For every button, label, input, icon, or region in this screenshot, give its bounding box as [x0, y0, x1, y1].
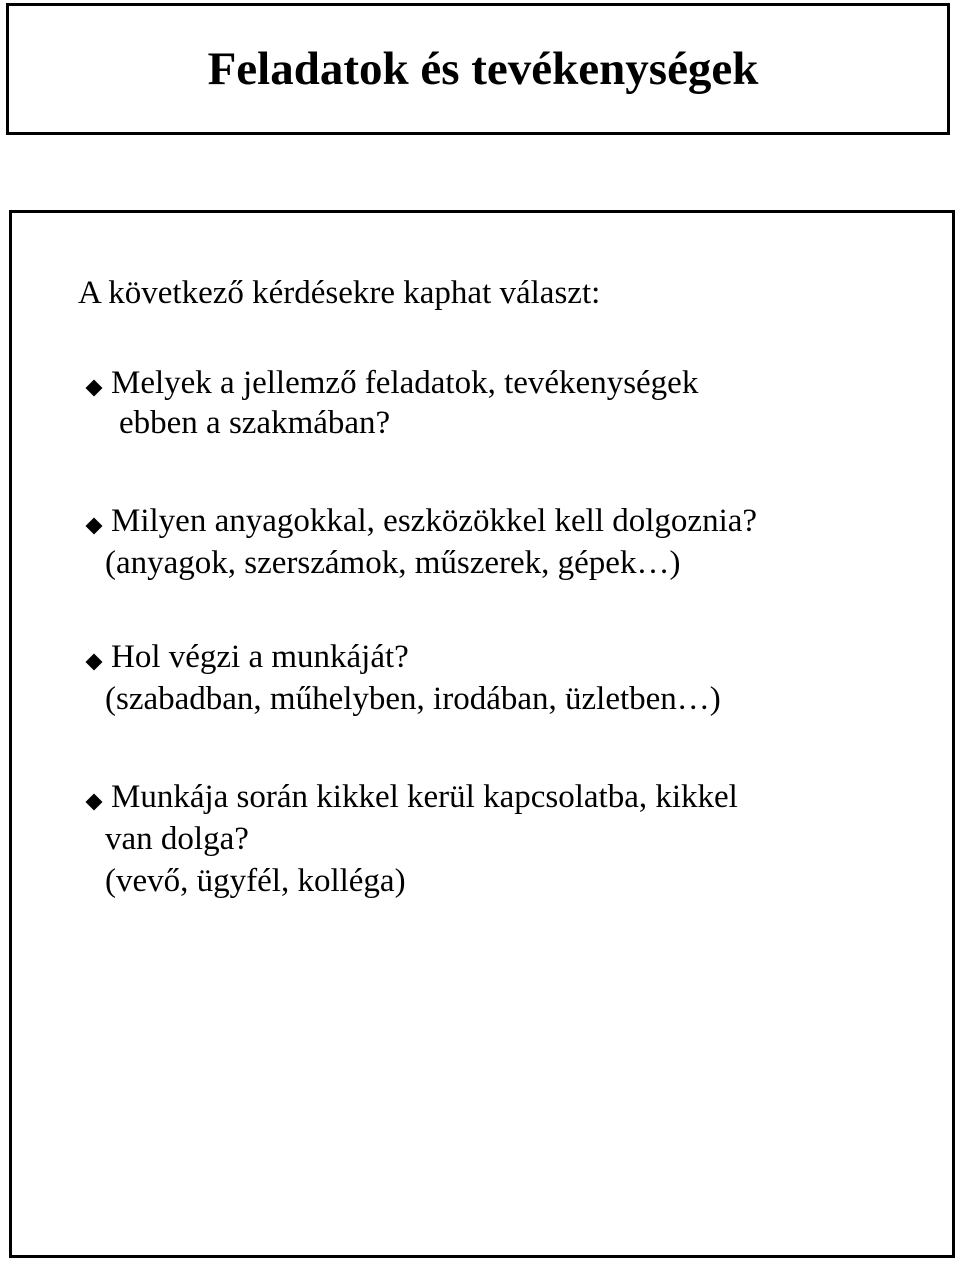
list-item-1	[111, 363, 698, 444]
item-4-line-2: van dolga?	[105, 821, 249, 857]
list-item-4	[111, 777, 738, 817]
item-3-examples: (szabadban, műhelyben, irodában, üzletben…)	[105, 681, 721, 717]
content-box	[9, 210, 955, 1258]
list-item-3	[111, 637, 409, 677]
item-2-examples: (anyagok, szerszámok, műszerek, gépek…)	[105, 545, 681, 581]
diamond-bullet-icon	[86, 654, 103, 671]
diamond-bullet-icon	[86, 794, 103, 811]
item-1-line-1: Melyek a jellemző feladatok, tevékenységek	[111, 365, 699, 401]
item-4-line-1: Munkája során kikkel kerül kapcsolatba, kikkel	[111, 779, 738, 815]
list-item-2	[111, 501, 757, 541]
intro-text: A következő kérdésekre kaphat választ:	[78, 275, 601, 311]
item-4-examples: (vevő, ügyfél, kolléga)	[105, 863, 406, 899]
page-title: Feladatok és tevékenységek	[207, 43, 759, 95]
diamond-bullet-icon	[86, 380, 103, 397]
title-box	[6, 3, 950, 135]
item-2-line-1: Milyen anyagokkal, eszközökkel kell dolgoznia?	[111, 503, 758, 539]
item-1-line-2: ebben a szakmában?	[119, 405, 391, 442]
diamond-bullet-icon	[86, 518, 103, 535]
item-3-line-1: Hol végzi a munkáját?	[111, 639, 409, 675]
